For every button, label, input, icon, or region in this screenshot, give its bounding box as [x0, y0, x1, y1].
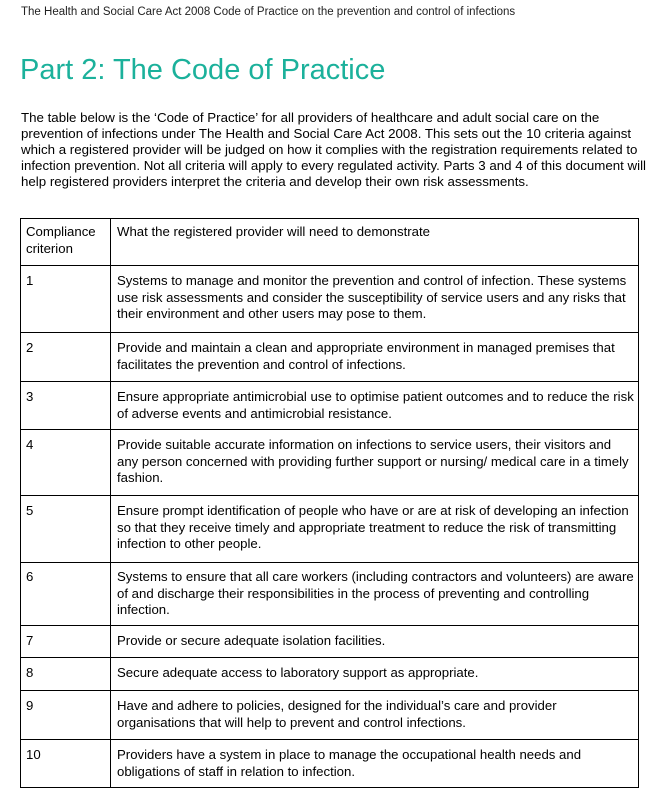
criterion-number: 10 [21, 740, 111, 788]
column-header-requirement: What the registered provider will need to demonstrate [111, 219, 639, 266]
table-row [21, 740, 639, 788]
criterion-number: 9 [21, 691, 111, 740]
intro-paragraph: The table below is the ‘Code of Practice’ for all providers of healthcare and adult social care on the prevention of infections under The Health and Social Care Act 2008. This sets out the 10 criteria against which a registered provider will be judged on how it complies with the registration requirements related to infection prevention. Not all criteria will apply to every regulated activity. Parts 3 and 4 of this document will help registered providers interpret the criteria and develop their own risk assessments. [21, 110, 647, 189]
table-row [21, 382, 639, 430]
criterion-number: 1 [21, 266, 111, 333]
running-header: The Health and Social Care Act 2008 Code of Practice on the prevention and control of infections [21, 6, 516, 18]
table-row [21, 563, 639, 626]
criterion-text: Secure adequate access to laboratory support as appropriate. [111, 658, 639, 691]
criterion-number: 8 [21, 658, 111, 691]
criterion-text: Ensure prompt identification of people who have or are at risk of developing an infection so that they receive timely and appropriate treatment to reduce the risk of transmitting infection to other people. [111, 496, 639, 563]
criterion-text: Have and adhere to policies, designed for the individual’s care and provider organisations that will help to prevent and control infections. [111, 691, 639, 740]
criterion-number: 2 [21, 333, 111, 382]
criterion-text: Systems to ensure that all care workers (including contractors and volunteers) are aware of and discharge their responsibilities in the process of preventing and controlling infection. [111, 563, 639, 626]
criterion-number: 6 [21, 563, 111, 626]
table-row [21, 430, 639, 496]
table-row [21, 266, 639, 333]
criterion-text: Provide suitable accurate information on infections to service users, their visitors and any person concerned with providing further support or nursing/ medical care in a timely fashion. [111, 430, 639, 496]
column-header-criterion: Compliance criterion [21, 219, 111, 266]
criterion-number: 3 [21, 382, 111, 430]
table-row [21, 496, 639, 563]
table-row [21, 626, 639, 658]
criterion-text: Systems to manage and monitor the prevention and control of infection. These systems use risk assessments and consider the susceptibility of service users and any risks that their environment and other users may pose to them. [111, 266, 639, 333]
criterion-number: 7 [21, 626, 111, 658]
code-of-practice-table [20, 218, 639, 788]
criterion-number: 4 [21, 430, 111, 496]
criterion-number: 5 [21, 496, 111, 563]
table-row [21, 691, 639, 740]
page-title: Part 2: The Code of Practice [20, 54, 386, 86]
criterion-text: Ensure appropriate antimicrobial use to optimise patient outcomes and to reduce the risk of adverse events and antimicrobial resistance. [111, 382, 639, 430]
criterion-text: Providers have a system in place to manage the occupational health needs and obligations of staff in relation to infection. [111, 740, 639, 788]
table-row [21, 333, 639, 382]
criterion-text: Provide and maintain a clean and appropriate environment in managed premises that facilitates the prevention and control of infections. [111, 333, 639, 382]
table-header-row [21, 219, 639, 266]
criterion-text: Provide or secure adequate isolation facilities. [111, 626, 639, 658]
table-row [21, 658, 639, 691]
